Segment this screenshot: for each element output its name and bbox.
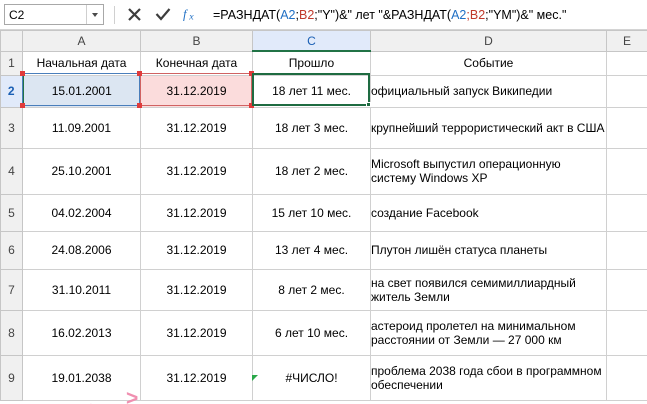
row-header-2[interactable]: 2 [1,75,23,107]
cell-d1[interactable]: Событие [371,51,607,75]
grid-table [0,30,647,401]
cell-a7[interactable]: 31.10.2011 [23,269,141,310]
formula-bar-icons [123,5,209,25]
table-row [1,310,647,355]
cell-e6[interactable] [607,231,647,269]
cell-c2[interactable]: 18 лет 11 мес. [253,75,371,107]
table-row [1,194,647,231]
cell-e1[interactable] [607,51,647,75]
cell-d9[interactable]: проблема 2038 года сбои в программном обеспечении [371,355,607,400]
svg-text:x: x [189,11,194,23]
row-header-6[interactable]: 6 [1,231,23,269]
cell-a1[interactable]: Начальная дата [23,51,141,75]
table-row [1,231,647,269]
name-box[interactable] [4,4,104,25]
cell-e8[interactable] [607,310,647,355]
column-header-row [1,31,647,52]
cell-e4[interactable] [607,148,647,194]
cell-a4[interactable]: 25.10.2001 [23,148,141,194]
column-header-d[interactable]: D [371,31,607,52]
cell-c4[interactable]: 18 лет 2 мес. [253,148,371,194]
cell-d3[interactable]: крупнейший террористический акт в США [371,107,607,148]
cell-a2[interactable]: 15.01.2001 [23,75,141,107]
row-header-7[interactable]: 7 [1,269,23,310]
cell-b3[interactable]: 31.12.2019 [141,107,253,148]
formula-token-7: B2 [469,7,486,22]
column-header-c[interactable]: C [253,31,371,52]
formula-token-5: A2 [451,7,467,22]
insert-function-fx-icon[interactable] [183,5,201,25]
cell-b7[interactable]: 31.12.2019 [141,269,253,310]
table-row [1,148,647,194]
cell-b4[interactable]: 31.12.2019 [141,148,253,194]
cell-c3[interactable]: 18 лет 3 мес. [253,107,371,148]
annotation-greater-than: > [126,387,139,404]
cell-c7[interactable]: 8 лет 2 мес. [253,269,371,310]
table-row [1,75,647,107]
chevron-down-icon[interactable] [86,5,103,24]
cell-c1[interactable]: Прошло [253,51,371,75]
row-header-1[interactable]: 1 [1,51,23,75]
row-header-8[interactable]: 8 [1,310,23,355]
cell-d6[interactable]: Плутон лишён статуса планеты [371,231,607,269]
cell-e7[interactable] [607,269,647,310]
row-header-3[interactable]: 3 [1,107,23,148]
select-all-corner[interactable] [1,31,23,52]
cell-a9[interactable]: 19.01.2038 [23,355,141,400]
cell-d4[interactable]: Microsoft выпустил операционную систему Windows XP [371,148,607,194]
cell-a5[interactable]: 04.02.2004 [23,194,141,231]
cell-a6[interactable]: 24.08.2006 [23,231,141,269]
cell-c5[interactable]: 15 лет 10 мес. [253,194,371,231]
table-row [1,355,647,400]
cell-d5[interactable]: создание Facebook [371,194,607,231]
enter-check-icon[interactable] [154,5,172,25]
column-header-a[interactable]: A [23,31,141,52]
cancel-x-icon[interactable] [125,5,143,25]
cell-c8[interactable]: 6 лет 10 мес. [253,310,371,355]
cell-b6[interactable]: 31.12.2019 [141,231,253,269]
formula-token-2: ; [295,7,299,22]
cell-d7[interactable]: на свет появился семимиллиардный житель Земли [371,269,607,310]
row-header-5[interactable]: 5 [1,194,23,231]
cell-a3[interactable]: 11.09.2001 [23,107,141,148]
column-header-b[interactable]: B [141,31,253,52]
cell-b8[interactable]: 31.12.2019 [141,310,253,355]
formula-token-4: ;"Y")&" лет "&РАЗНДАТ( [314,7,452,22]
formula-bar [0,0,647,30]
fill-handle[interactable] [366,102,371,107]
formula-token-0: =РАЗНДАТ( [213,7,281,22]
formula-input[interactable] [209,3,645,26]
formula-token-6: ; [466,7,470,22]
formula-token-3: B2 [298,7,315,22]
cell-d8[interactable]: астероид пролетел на минимальном расстоянии от Земли — 27 000 км [371,310,607,355]
row-header-9[interactable]: 9 [1,355,23,400]
cell-c9[interactable]: #ЧИСЛО! [253,355,371,400]
cell-e2[interactable] [607,75,647,107]
cell-b1[interactable]: Конечная дата [141,51,253,75]
table-row [1,269,647,310]
spreadsheet-grid[interactable] [0,30,647,404]
svg-text:f: f [183,7,187,22]
cell-c6[interactable]: 13 лет 4 мес. [253,231,371,269]
cell-e5[interactable] [607,194,647,231]
column-header-e[interactable]: E [607,31,647,52]
cell-a8[interactable]: 16.02.2013 [23,310,141,355]
cell-e3[interactable] [607,107,647,148]
formula-token-8: ;"YM")&" мес." [485,7,567,22]
divider [114,6,115,24]
cell-e9[interactable] [607,355,647,400]
cell-b5[interactable]: 31.12.2019 [141,194,253,231]
table-row [1,51,647,75]
formula-token-1: A2 [280,7,296,22]
cell-b9[interactable]: 31.12.2019 [141,355,253,400]
table-row [1,107,647,148]
row-header-4[interactable]: 4 [1,148,23,194]
cell-b2[interactable]: 31.12.2019 [141,75,253,107]
cell-d2[interactable]: официальный запуск Википедии [371,75,607,107]
name-box-value: C2 [9,7,25,22]
